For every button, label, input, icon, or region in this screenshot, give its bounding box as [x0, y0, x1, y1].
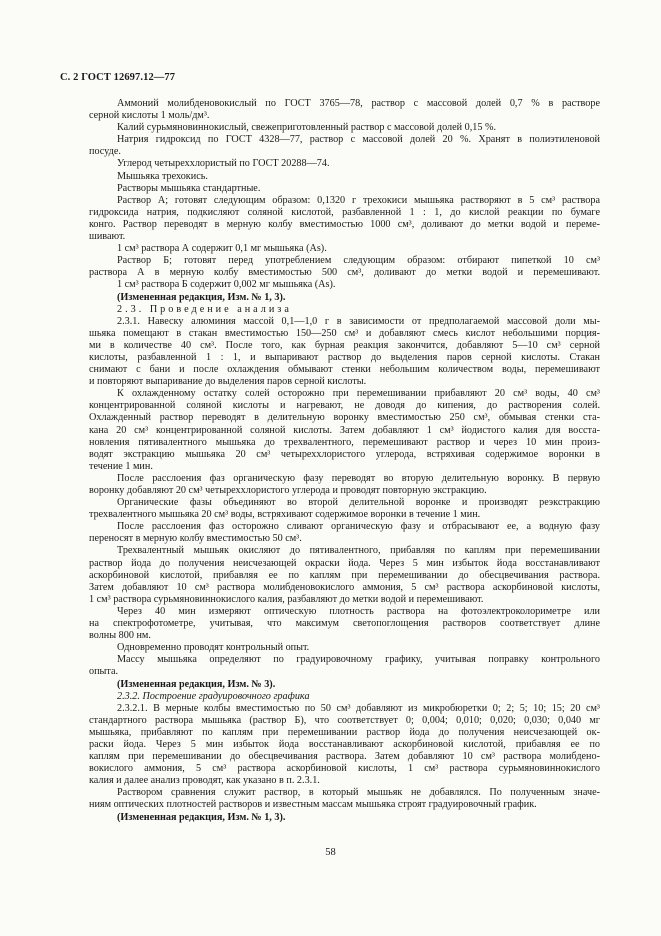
amendment-note: (Измененная редакция, Изм. № 1, 3).: [117, 291, 286, 303]
text-line: Мышьяка трехокись.: [117, 170, 208, 182]
text-line: калия и далее анализ проводят, как указано в п. 2.3.1.: [89, 775, 320, 787]
text-line: раствор йода до получения неисчезающей окраски йода. Через 5 мин избыток йода восстанавливают: [89, 557, 600, 569]
text-line: Раствор А; готовят следующим образом: 0,1320 г трехокиси мышьяка растворяют в 5 см³ раствора: [117, 194, 600, 206]
text-line: посуде.: [89, 146, 121, 158]
text-line: Раствор Б; готовят перед употреблением следующим образом: отбирают пипеткой 10 см³: [117, 255, 600, 267]
text-line: концентрированной соляной кислоты и нагревают, не доводя до кипения, до растворения солей.: [89, 400, 600, 412]
text-line: К охлажденному остатку солей осторожно при перемешивании прибавляют 20 см³ воды, 40 см³: [117, 388, 600, 400]
text-line: 1 см³ раствора сурьмяновиннокислого калия, разбавляют до метки водой и перемешивают.: [89, 593, 484, 605]
text-line: серной кислоты 1 моль/дм³.: [89, 110, 210, 122]
body-text: [89, 98, 600, 824]
text-line: воронку добавляют 20 см³ четыреххлористого углерода и проводят повторную экстракцию.: [89, 485, 487, 496]
text-line: новления пятивалентного мышьяка до трехвалентного, перемешивают раствор и через 10 мин произ-: [89, 436, 600, 448]
text-line: шивают.: [89, 231, 126, 243]
text-line: ниям оптических плотностей растворов и известным массам мышьяка строят градуировочный график.: [89, 799, 537, 811]
text-line: стандартного раствора мышьяка (раствор Б), что соответствует 0; 0,004; 0,010; 0,020; 0,030; 0,040 мг: [89, 714, 600, 726]
text-line: Углерод четыреххлористый по ГОСТ 20288—74.: [117, 158, 330, 170]
text-line: мышьяка, прибавляют по каплям при перемешивании раствор йода до получения неисчезающей ок-: [89, 726, 600, 738]
page-header: С. 2 ГОСТ 12697.12—77: [60, 72, 176, 83]
text-line: После расслоения фаз осторожно сливают органическую фазу и отбрасывают ее, а водную фазу: [117, 521, 600, 533]
text-line: Затем добавляют 10 см³ раствора молибденовокислого аммония, 5 см³ раствора аскорбиновой кислоты,: [89, 581, 600, 593]
text-line: кана 20 см³ концентрированной соляной кислоты. Затем добавляют 1 см³ йодистого калия для восста-: [89, 424, 600, 436]
text-line: трехвалентного мышьяка 20 см³ воды, встряхивают содержимое воронки в течение 1 мин.: [89, 509, 481, 521]
amendment-note: (Измененная редакция, Изм. № 1, 3).: [117, 811, 286, 823]
text-line: шьяка помещают в стакан вместимостью 150—250 см³ и добавляют смесь кислот небольшими порция-: [89, 327, 600, 339]
text-line: конго. Раствор переводят в мерную колбу вместимостью 1000 см³, доливают до метки водой и переме-: [89, 218, 600, 230]
text-line: Одновременно проводят контрольный опыт.: [117, 642, 310, 654]
text-line: Через 40 мин измеряют оптическую плотность раствора на фотоэлектроколориметре или: [117, 605, 600, 617]
amendment-note: (Измененная редакция, Изм. № 3).: [117, 678, 276, 690]
text-line: кислоты, разбавленной 1 : 1, и выпаривают раствор до выделения паров серной кислоты. Стакан: [89, 351, 600, 363]
text-line: снимают с бани и после охлаждения обмывают стенки небольшим количеством воды, перемешивают: [89, 364, 600, 376]
text-line: аскорбиновой кислотой, прибавляя ее по каплям при перемешивании до обесцвечивания раствора.: [89, 569, 600, 581]
text-line: ми в количестве 40 см³. После того, как бурная реакция закончится, добавляют 5—10 см³ серной: [89, 339, 600, 351]
text-line: раствора А в мерную колбу вместимостью 500 см³, доливают до метки водой и перемешивают.: [89, 267, 600, 279]
text-line: 2.3.1. Навеску алюминия массой 0,1—1,0 г в зависимости от предполагаемой массовой доли мы-: [117, 315, 600, 327]
text-line: Аммоний молибденовокислый по ГОСТ 3765—78, раствор с массовой долей 0,7 % в растворе: [117, 98, 600, 109]
text-line: 2.3.2.1. В мерные колбы вместимостью по 50 см³ добавляют из микробюретки 0; 2; 5; 10; 15; 20 см³: [117, 702, 600, 714]
text-line: После расслоения фаз органическую фазу переводят во вторую делительную воронку. В первую: [117, 472, 600, 484]
text-line: на спектрофотометре, учитывая, что максимум светопоглощения растворов соответствует длине: [89, 618, 600, 630]
text-line: гидроксида натрия, подкисляют соляной кислотой, разбавленной 1 : 1, до кислой реакции по бумаге: [89, 206, 600, 218]
subsection-heading: 2.3.2. Построение градуировочного графика: [117, 690, 310, 702]
page-number: 58: [325, 847, 336, 858]
text-line: вокислого аммония, 5 см³ раствора аскорбиновой кислоты, 1 см³ раствора сурьмяновиннокислого: [89, 763, 600, 775]
text-line: Растворы мышьяка стандартные.: [117, 182, 261, 194]
text-line: каплям при перемешивании до обесцвечивания раствора. Затем добавляют 10 см³ раствора молибдено-: [89, 751, 600, 763]
text-line: опыта.: [89, 666, 119, 678]
text-line: Органические фазы объединяют во второй делительной воронке и производят реэкстракцию: [117, 497, 600, 509]
text-line: 1 см³ раствора А содержит 0,1 мг мышьяка (As).: [117, 243, 327, 255]
text-line: 1 см³ раствора Б содержит 0,002 мг мышьяка (As).: [117, 279, 336, 291]
text-line: Трехвалентный мышьяк окисляют до пятивалентного, прибавляя по каплям при перемешивании: [117, 545, 600, 557]
text-line: Раствором сравнения служит раствор, в который мышьяк не добавлялся. По полученным значе-: [117, 787, 600, 799]
text-line: Натрия гидроксид по ГОСТ 4328—77, раствор с массовой долей 20 %. Хранят в полиэтиленовой: [117, 134, 600, 146]
text-line: и повторяют выпаривание до выделения паров серной кислоты.: [89, 376, 367, 388]
text-line: Калий сурьмяновиннокислый, свежеприготовленный раствор с массовой долей 0,15 %.: [117, 122, 497, 134]
text-line: волны 800 нм.: [89, 630, 151, 642]
text-line: Охлажденный раствор переводят в делительную воронку вместимостью 250 см³, обмывая стенки ста-: [89, 412, 600, 424]
text-line: раски йода. Через 5 мин избыток йода восстанавливают аскорбиновой кислотой, прибавляя ее по: [89, 738, 600, 750]
text-line: Массу мышьяка определяют по градуировочному графику, учитывая поправку контрольного: [117, 654, 600, 666]
text-line: водят экстракцию мышьяка 20 см³ четыреххлористого углерода, встряхивая содержимое воронки в: [89, 448, 600, 460]
section-heading: 2.3. Проведение анализа: [117, 303, 292, 315]
text-line: течение 1 мин.: [89, 460, 153, 472]
text-line: переносят в мерную колбу вместимостью 50 см³.: [89, 533, 302, 545]
